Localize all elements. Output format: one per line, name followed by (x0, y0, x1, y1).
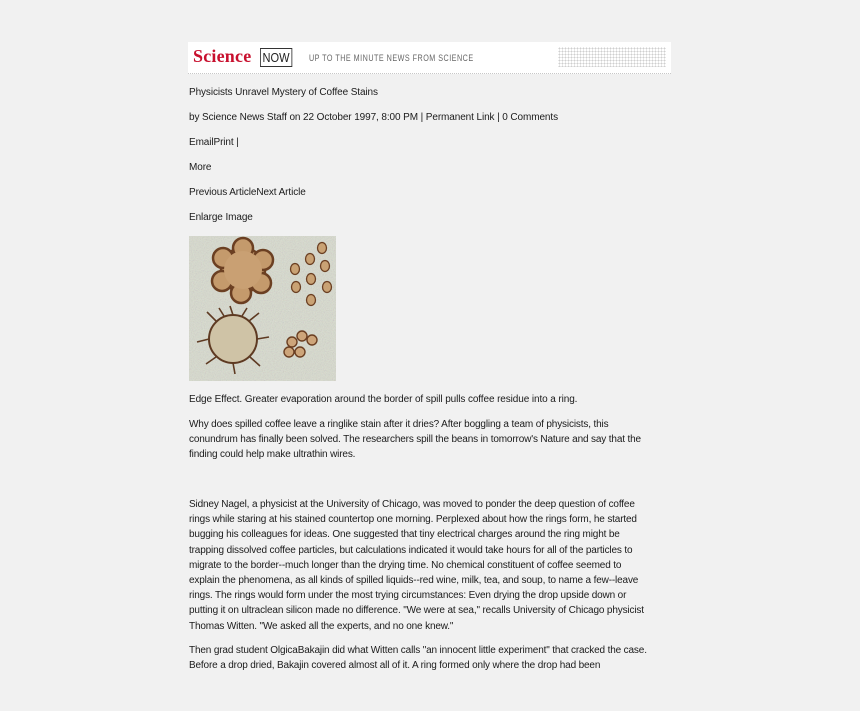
article-paragraph-1: Why does spilled coffee leave a ringlike stain after it dries? After boggling a team of physicists, this conundrum has finally been solved. The researchers spill the beans in tomorrow's Nature and say that the finding could help make ultrathin wires. (189, 419, 641, 461)
article-byline[interactable]: by Science News Staff on 22 October 1997, 8:00 PM | Permanent Link | 0 Comments (189, 112, 558, 123)
coffee-stain-photo[interactable] (189, 236, 336, 381)
share-links[interactable]: EmailPrint | (189, 137, 239, 148)
masthead-dot-pattern (558, 47, 666, 67)
article-title: Physicists Unravel Mystery of Coffee Stains (189, 87, 378, 98)
figure-caption: Edge Effect. Greater evaporation around the border of spill pulls coffee residue into a ring. (189, 394, 578, 405)
science-logo-text[interactable]: Science (193, 46, 252, 66)
now-logo-box[interactable]: NOW (260, 48, 292, 67)
article-paragraph-3: Then grad student OlgicaBakajin did what Witten calls "an innocent little experiment" that cracked the case. Before a drop dried, Bakajin covered almost all of it. A ring formed only where the drop had been (189, 645, 647, 672)
enlarge-image-link[interactable]: Enlarge Image (189, 212, 253, 223)
masthead-tagline: UP TO THE MINUTE NEWS FROM SCIENCE (309, 53, 474, 63)
article-nav-links[interactable]: Previous ArticleNext Article (189, 187, 306, 198)
science-now-masthead[interactable] (188, 42, 671, 74)
coffee-stain-illustration (189, 236, 336, 381)
article-paragraph-2: Sidney Nagel, a physicist at the University of Chicago, was moved to ponder the deep question of coffee rings while staring at his stained countertop one morning. Perplexed about how the rings form, he started bugging his colleagues for ideas. One suggested that tiny electrical charges around the ring might be trapping dissolved coffee particles, but calculations indicated it would take hours for all of the particles to migrate to the border--much longer than the drying time. No chemical constituent of coffee seemed to explain the phenomena, as all kinds of spilled liquids--red wine, milk, tea, and soup, to name a few--leave rings. The rings would form under the most trying circumstances: Even drying the drop upside down or putting it on ultraclean silicon made no difference. "We were at sea," recalls University of Chicago physicist Thomas Witten. "We asked all the experts, and no one knew." (189, 499, 644, 632)
more-link[interactable]: More (189, 162, 212, 173)
